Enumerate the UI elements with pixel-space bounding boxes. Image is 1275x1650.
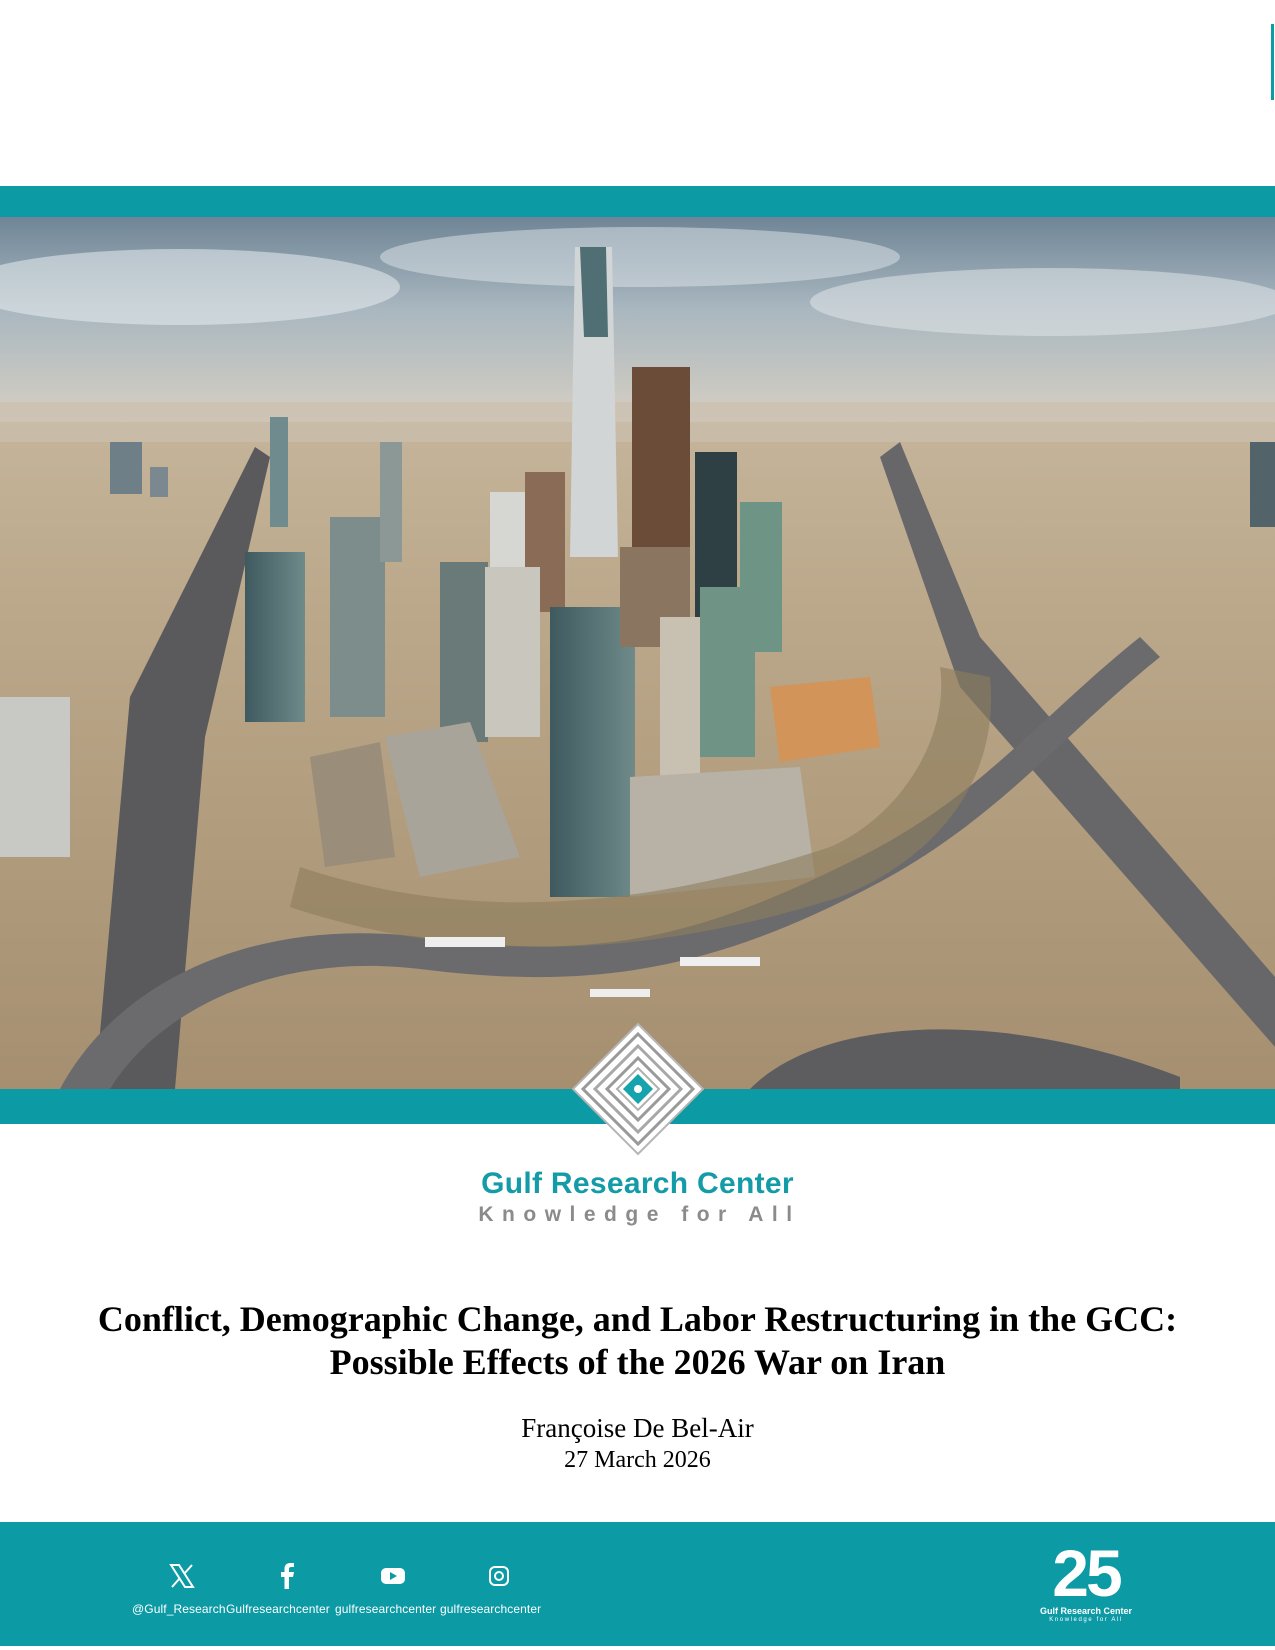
report-date: 27 March 2026 (564, 1447, 711, 1473)
anniversary-org-name: Gulf Research Center (1039, 1606, 1133, 1616)
top-teal-band (0, 186, 1275, 217)
social-handle-facebook[interactable]: Gulfresearchcenter (226, 1602, 330, 1616)
anniversary-number: 25 (1052, 1536, 1120, 1610)
organization-tagline: Knowledge for All (478, 1203, 801, 1226)
footer-bar (0, 1522, 1275, 1646)
anniversary-tagline: Knowledge for All (1049, 1617, 1123, 1623)
social-handle-instagram[interactable]: gulfresearchcenter (440, 1602, 542, 1616)
report-title-line-2: Possible Effects of the 2026 War on Iran (329, 1342, 946, 1382)
corner-accent-bar (1271, 24, 1274, 100)
youtube-icon[interactable] (373, 1556, 413, 1596)
facebook-icon[interactable] (267, 1556, 307, 1596)
report-title-line-1: Conflict, Demographic Change, and Labor Restructuring in the GCC: (97, 1299, 1178, 1339)
anniversary-logo (1036, 1536, 1136, 1636)
gulf-research-center-emblem (571, 1022, 705, 1156)
social-handle-x[interactable]: @Gulf_Research (132, 1602, 226, 1616)
social-handle-youtube[interactable]: gulfresearchcenter (335, 1602, 437, 1616)
cover-photo (0, 217, 1275, 1089)
report-author: Françoise De Bel-Air (521, 1413, 754, 1443)
x-icon[interactable] (162, 1556, 202, 1596)
organization-name: Gulf Research Center (481, 1167, 794, 1200)
instagram-icon[interactable] (479, 1556, 519, 1596)
